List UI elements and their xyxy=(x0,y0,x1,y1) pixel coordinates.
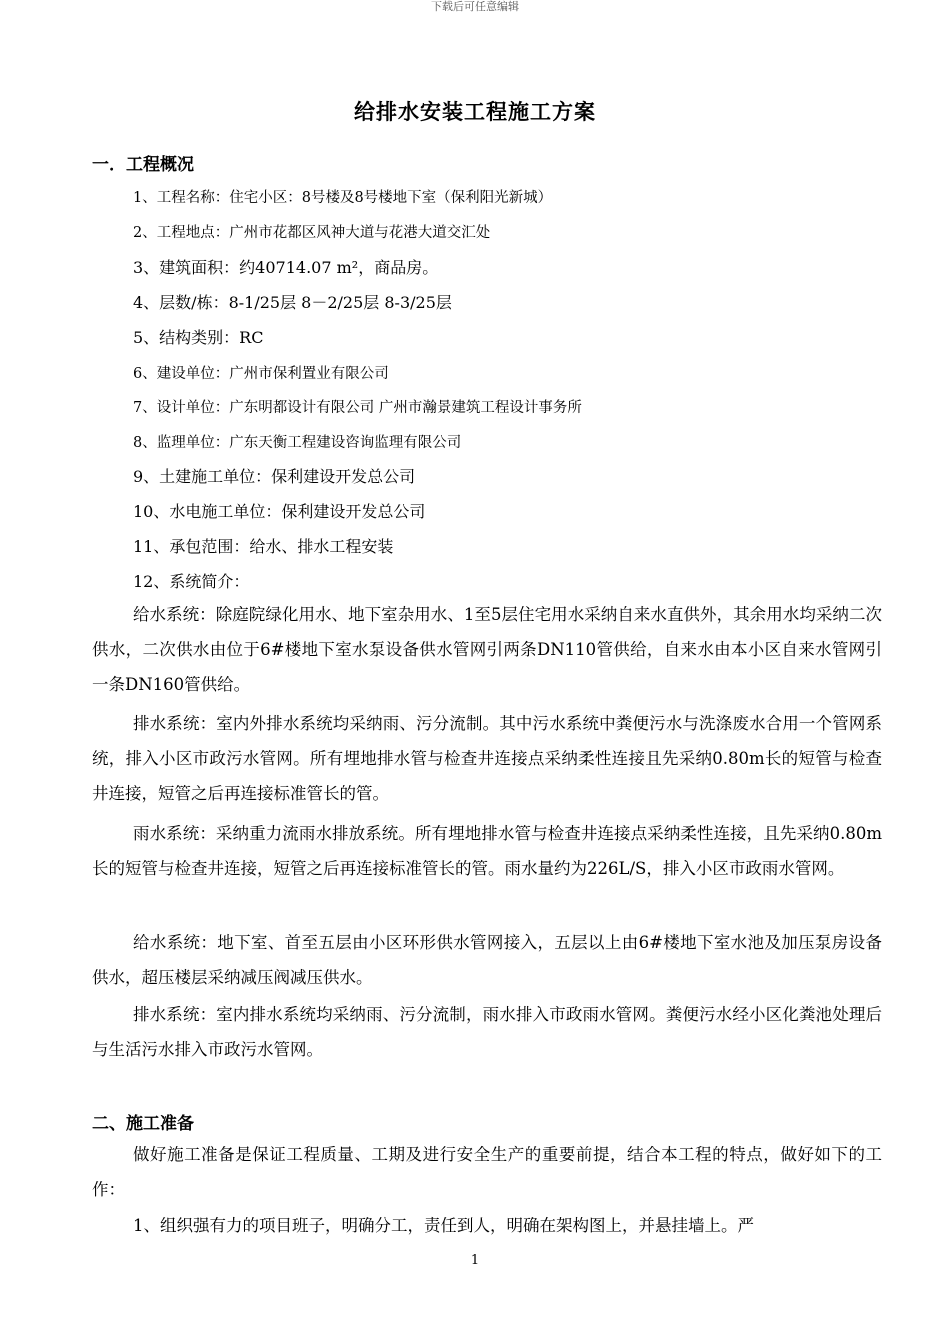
section-heading-preparation: 二、施工准备 xyxy=(92,1114,194,1134)
overview-item-civil-contractor: 9、土建施工单位：保利建设开发总公司 xyxy=(133,467,416,486)
paragraph-water-supply-2: 给水系统：地下室、首至五层由小区环形供水管网接入，五层以上由6#楼地下室水池及加压泵房设备供水，超压楼层采纳减压阀减压供水。 xyxy=(92,933,882,987)
overview-item-floors: 4、层数/栋：8-1/25层 8－2/25层 8-3/25层 xyxy=(133,293,452,312)
overview-item-structure: 5、结构类别：RC xyxy=(133,328,264,347)
paragraph-preparation-intro: 做好施工准备是保证工程质量、工期及进行安全生产的重要前提，结合本工程的特点，做好如下的工作： xyxy=(92,1145,882,1199)
paragraph-drainage-1: 排水系统：室内外排水系统均采纳雨、污分流制。其中污水系统中粪便污水与洗涤废水合用一个管网系统，排入小区市政污水管网。所有埋地排水管与检查井连接点采纳柔性连接且先采纳0.80m长的短管与检查井连接，短管之后再连接标准管长的管。 xyxy=(92,714,882,803)
section-heading-overview: 一．工程概况 xyxy=(92,155,194,175)
paragraph-water-supply-1: 给水系统：除庭院绿化用水、地下室杂用水、1至5层住宅用水采纳自来水直供外，其余用水均采纳二次供水，二次供水由位于6#楼地下室水泵设备供水管网引两条DN110管供给，自来水由本小区自来水管网引一条DN160管供给。 xyxy=(92,605,882,694)
overview-item-area: 3、建筑面积：约40714.07 m²，商品房。 xyxy=(133,258,439,277)
overview-item-location: 2、工程地点：广州市花都区风神大道与花港大道交汇处 xyxy=(133,225,491,241)
overview-item-developer: 6、建设单位：广州市保利置业有限公司 xyxy=(133,366,389,382)
document-title: 给排水安装工程施工方案 xyxy=(354,99,596,124)
overview-item-mep-contractor: 10、水电施工单位：保利建设开发总公司 xyxy=(133,502,426,521)
overview-item-scope: 11、承包范围：给水、排水工程安装 xyxy=(133,537,394,556)
paragraph-preparation-item-1: 1、组织强有力的项目班子，明确分工，责任到人，明确在架构图上，并悬挂墙上。严 xyxy=(133,1216,754,1235)
overview-item-project-name: 1、工程名称：住宅小区：8号楼及8号楼地下室（保利阳光新城） xyxy=(133,190,553,206)
overview-item-supervisor: 8、监理单位：广东天衡工程建设咨询监理有限公司 xyxy=(133,435,462,451)
header-note: 下载后可任意编辑 xyxy=(431,0,519,13)
page-number: 1 xyxy=(470,1253,480,1268)
overview-item-system-intro: 12、系统简介： xyxy=(133,572,250,591)
overview-item-designer: 7、设计单位：广东明都设计有限公司 广州市瀚景建筑工程设计事务所 xyxy=(133,400,582,416)
paragraph-rainwater: 雨水系统：采纳重力流雨水排放系统。所有埋地排水管与检查井连接点采纳柔性连接，且先采纳0.80m长的短管与检查井连接，短管之后再连接标准管长的管。雨水量约为226L/S，排入小区市政雨水管网。 xyxy=(92,824,882,878)
paragraph-drainage-2: 排水系统：室内排水系统均采纳雨、污分流制，雨水排入市政雨水管网。粪便污水经小区化粪池处理后与生活污水排入市政污水管网。 xyxy=(92,1005,882,1059)
